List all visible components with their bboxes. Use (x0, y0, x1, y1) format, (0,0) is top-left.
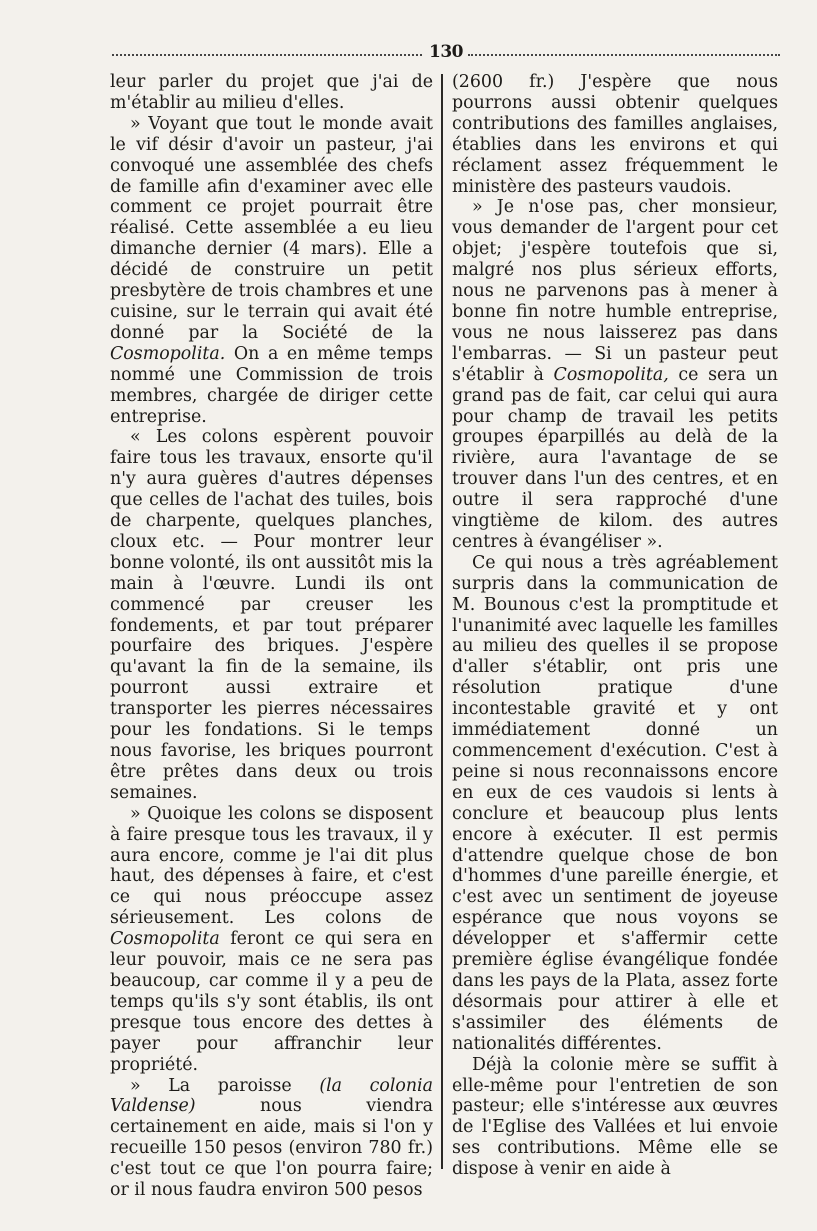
paragraph: « Les colons espèrent pouvoir faire tous les travaux, ensorte qu'il n'y aura guères d'autres dépenses que celles de l'achat des tuiles, bois de charpente, quelques planches, cloux etc. — Pour montrer leur bonne volonté, ils ont aussitôt mis la main à l'œuvre. Lundi ils ont commencé par creuser les fondements, et par tout préparer pourfaire des briques. J'espère qu'avant la fin de la semaine, ils pourront aussi extraire et transporter les pierres nécessaires pour les fondations. Si le temps nous favorise, les briques pourront être prêtes dans deux ou trois semaines. (110, 427, 433, 803)
paragraph: Ce qui nous a très agréablement surpris dans la communication de M. Bounous c'est la promptitude et l'unanimité avec laquelle les familles au milieu des quelles il se propose d'aller s'établir, ont pris une résolution pratique d'une incontestable gravité et y ont immédiatement donné un commencement d'exécution. C'est à peine si nous reconnaissons encore en eux de ces vaudois si lents à conclure et beaucoup plus lents encore à exécuter. Il est permis d'attendre quelque chose de bon d'hommes d'une pareille énergie, et c'est avec un sentiment de joyeuse espérance que nous voyons se développer et s'affermir cette première église évangélique fondée dans les pays de la Plata, assez forte désormais pour attirer à elle et s'assimiler des éléments de nationalités différentes. (452, 552, 778, 1054)
italic-term: Cosmopolita, (553, 364, 669, 385)
paragraph-text: » Je n'ose pas, cher monsieur, vous demander de l'argent pour cet objet; j'espère toutefois que si, malgré nos plus sérieux efforts, nous ne parvenons pas à mener à bonne fin notre humble entreprise, vous ne nous laisserez pas dans l'embarras. — Si un pasteur peut s'établir à (452, 197, 778, 385)
header-rule-right (468, 54, 780, 56)
paragraph (110, 1076, 433, 1201)
paragraph-text: » Quoique les colons se disposent à faire presque tous les travaux, il y aura encore, comme je l'ai dit plus haut, des dépenses à faire, et c'est ce qui nous préoccupe assez sérieusement. Les colons de (110, 803, 433, 929)
italic-term: Cosmopolita. (110, 343, 226, 364)
header-rule-left (112, 54, 422, 56)
column-divider (441, 74, 443, 1169)
paragraph-text: » Voyant que tout le monde avait le vif désir d'avoir un pasteur, j'ai convoqué une assemblée des chefs de famille afin d'examiner avec elle comment ce projet pourrait être réalisé. Cette assemblée a eu lieu dimanche dernier (4 mars). Elle a décidé de construire un petit presbytère de trois chambres et une cuisine, sur le terrain qui avait été donné par la Société de la (110, 113, 433, 343)
paragraph: leur parler du projet que j'ai de m'établir au milieu d'elles. (110, 72, 433, 113)
paragraph-text: ce sera un grand pas de fait, car celui qui aura pour champ de travail les petits groupes éparpillés au delà de la rivière, aura l'avantage de se trouver dans l'un des centres, et en outre il sera rapproché d'une vingtième de kilom. des autres centres à évangéliser ». (452, 364, 778, 552)
page-header (112, 42, 780, 66)
paragraph (110, 114, 433, 428)
paragraph-text: feront ce qui sera en leur pouvoir, mais ce ne sera pas beaucoup, car comme il y a peu de temps qu'ils s'y sont établis, ils ont presque tous encore des dettes à payer pour affranchir leur propriété. (110, 929, 433, 1075)
italic-term: Cosmopolita (110, 929, 220, 950)
right-column (452, 72, 778, 1180)
paragraph-text: nous viendra certainement en aide, mais si l'on y recueille 150 pesos (environ 780 fr.) c'est tout ce que l'on pourra faire; or il nous faudra environ 500 pesos (110, 1096, 433, 1201)
paragraph (452, 197, 778, 552)
italic-term: (la colonia Valdense) (110, 1075, 433, 1117)
paragraph: (2600 fr.) J'espère que nous pourrons aussi obtenir quelques contributions des familles anglaises, établies dans les environs et qui réclament assez fréquemment le ministère des pasteurs vaudois. (452, 72, 778, 197)
paragraph (110, 804, 433, 1076)
left-column (110, 72, 433, 1201)
paragraph: Déjà la colonie mère se suffit à elle-même pour l'entretien de son pasteur; elle s'intéresse aux œuvres de l'Eglise des Vallées et lui envoie ses contributions. Même elle se dispose à venir en aide à (452, 1054, 778, 1180)
paragraph-text: On a en même temps nommé une Commission de trois membres, chargée de diriger cette entreprise. (110, 343, 433, 427)
paragraph-text: » La paroisse (130, 1075, 320, 1096)
page-number: 130 (429, 42, 463, 62)
